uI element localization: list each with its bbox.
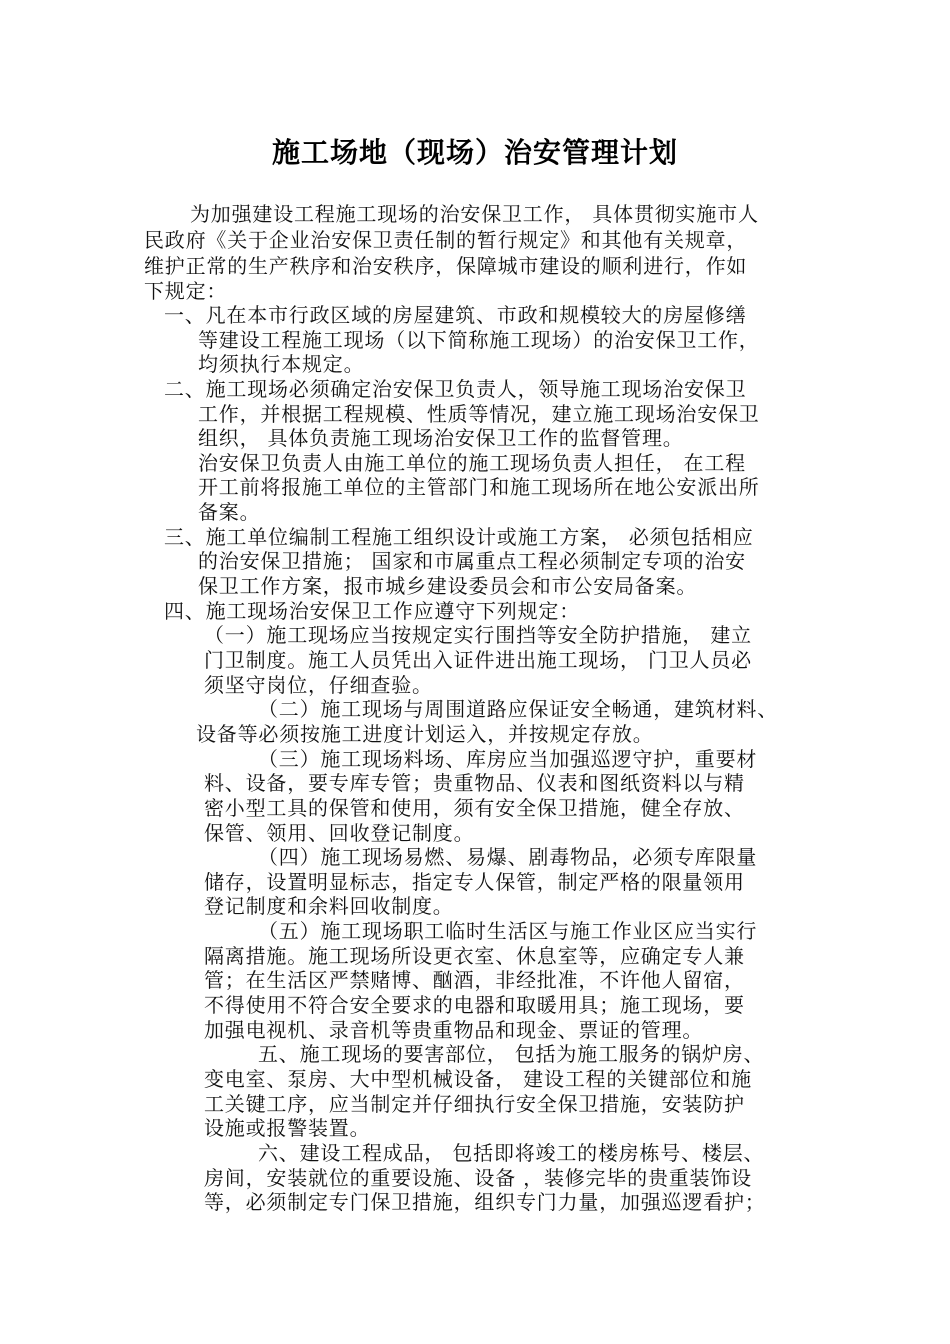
text-line: 为加强建设工程施工现场的治安保卫工作， 具体贯彻实施市人 [190, 202, 759, 226]
text-line: 不得使用不符合安全要求的电器和取暖用具；施工现场，要 [204, 993, 745, 1017]
text-line: 加强电视机、录音机等贵重物品和现金、票证的管理。 [204, 1018, 704, 1042]
text-line: （二）施工现场与周围道路应保证安全畅通，建筑材料、 [258, 697, 778, 721]
text-line: 备案。 [198, 500, 261, 524]
text-line: 组织， 具体负责施工现场治安保卫工作的监督管理。 [198, 426, 684, 450]
text-line: 设备等必须按施工进度计划运入，并按规定存放。 [196, 722, 654, 746]
text-line: 六、建设工程成品， 包括即将竣工的楼房栋号、楼层、 [258, 1141, 765, 1165]
text-line: 等，必须制定专门保卫措施，组织专门力量，加强巡逻看护； [204, 1190, 766, 1214]
text-line: （五）施工现场职工临时生活区与施工作业区应当实行 [258, 919, 758, 943]
text-line: 的治安保卫措施； 国家和市属重点工程必须制定专项的治安 [198, 549, 746, 573]
text-line: 密小型工具的保管和使用，须有安全保卫措施，健全存放、 [204, 796, 745, 820]
text-line: 储存，设置明显标志，指定专人保管，制定严格的限量领用 [204, 870, 745, 894]
text-line: 变电室、泵房、大中型机械设备， 建设工程的关键部位和施 [204, 1067, 752, 1091]
text-line: 工关键工序，应当制定并仔细执行安全保卫措施，安装防护 [204, 1092, 745, 1116]
text-line: 等建设工程施工现场（以下简称施工现场）的治安保卫工作， [198, 328, 760, 352]
text-line: 工作，并根据工程规模、性质等情况，建立施工现场治安保卫 [198, 402, 760, 426]
text-line: 三、施工单位编制工程施工组织设计或施工方案， 必须包括相应 [164, 525, 754, 549]
document-title: 施工场地（现场）治安管理计划 [271, 136, 678, 169]
text-line: 一、凡在本市行政区域的房屋建筑、市政和规模较大的房屋修缮 [164, 303, 747, 327]
text-line: 五、施工现场的要害部位， 包括为施工服务的锅炉房、 [258, 1042, 765, 1066]
text-line: 管；在生活区严禁赌博、酗酒，非经批准，不许他人留宿， [204, 968, 745, 992]
text-line: 开工前将报施工单位的主管部门和施工现场所在地公安派出所 [198, 475, 760, 499]
text-line: 门卫制度。施工人员凭出入证件进出施工现场， 门卫人员必 [204, 648, 752, 672]
text-line: 须坚守岗位，仔细查验。 [204, 673, 433, 697]
text-line: （一）施工现场应当按规定实行围挡等安全防护措施， 建立 [204, 623, 752, 647]
text-line: （四）施工现场易燃、易爆、剧毒物品，必须专库限量 [258, 845, 758, 869]
text-line: 民政府《关于企业治安保卫责任制的暂行规定》和其他有关规章， [144, 228, 748, 252]
text-line: 登记制度和余料回收制度。 [204, 894, 454, 918]
text-line: 料、设备，要专库专管；贵重物品、仪表和图纸资料以与精 [204, 771, 745, 795]
text-line: 隔离措施。施工现场所设更衣室、休息室等，应确定专人兼 [204, 944, 745, 968]
text-line: 房间，安装就位的重要设施、设备 ，装修完毕的贵重装饰设 [204, 1166, 752, 1190]
text-line: 设施或报警装置。 [204, 1116, 371, 1140]
text-line: 保管、领用、回收登记制度。 [204, 821, 475, 845]
text-line: 下规定： [144, 279, 228, 303]
text-line: 二、施工现场必须确定治安保卫负责人，领导施工现场治安保卫 [164, 377, 747, 401]
text-line: 四、施工现场治安保卫工作应遵守下列规定： [164, 599, 580, 623]
text-line: 保卫工作方案，报市城乡建设委员会和市公安局备案。 [198, 574, 698, 598]
text-line: 维护正常的生产秩序和治安秩序，保障城市建设的顺利进行，作如 [144, 254, 748, 278]
text-line: 均须执行本规定。 [198, 352, 365, 376]
text-line: （三）施工现场料场、库房应当加强巡逻守护，重要材 [258, 747, 758, 771]
text-line: 治安保卫负责人由施工单位的施工现场负责人担任， 在工程 [198, 451, 746, 475]
